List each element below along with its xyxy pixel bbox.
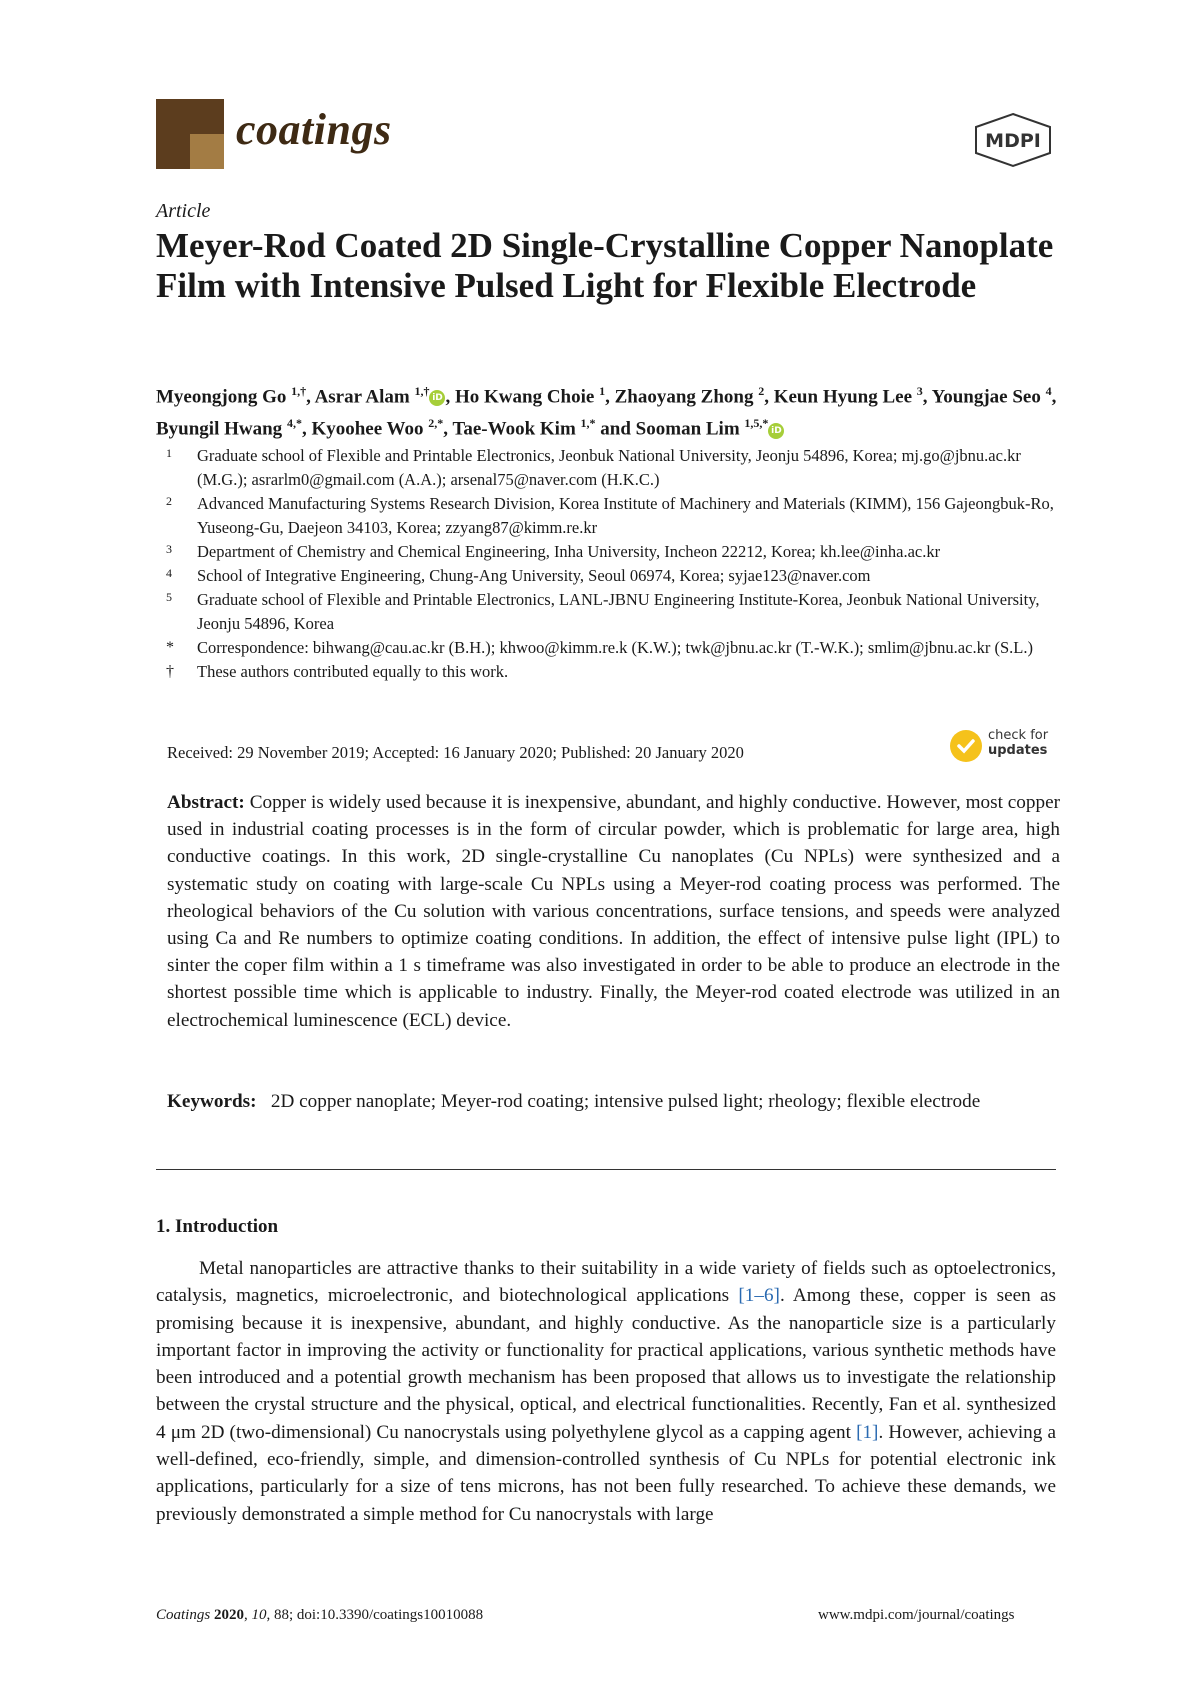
journal-name: coatings <box>236 105 392 154</box>
introduction-paragraph: Metal nanoparticles are attractive thanks to their suitability in a wide variety of fields such as optoelectronics, catalysis, magnetics, microelectronic, and biotechnological applications [1–6]. Among these, copper is seen as promising because it is inexpensive, abundant, and highly conductive. As the nanoparticle size is a particularly important factor in improving the activity or functionality for practical applications, various synthetic methods have been introduced and a potential growth mechanism has been proposed that allows us to investigate the relationship between the crystal structure and the physical, optical, and electrical functionalities. Recently, Fan et al. synthesized 4 μm 2D (two-dimensional) Cu nanocrystals using polyethylene glycol as a capping agent [1]. However, achieving a well-defined, eco-friendly, simple, and dimension-controlled synthesis of Cu NPLs for potential electronic ink applications, particularly for a size of tens microns, has not been fully researched. To achieve these demands, we previously demonstrated a simple method for Cu nanocrystals with large <box>156 1258 1056 1525</box>
affiliation-item <box>156 564 1066 588</box>
affiliation-text: Correspondence: bihwang@cau.ac.kr (B.H.); khwoo@kimm.re.k (K.W.); twk@jbnu.ac.kr (T.-W.K.); smlim@jbnu.ac.kr (S.L.) <box>197 638 1033 657</box>
check-updates-line1: check for <box>988 728 1049 743</box>
abstract-label: Abstract: <box>167 792 245 813</box>
mdpi-logo <box>970 112 1056 168</box>
affiliation-marker: * <box>166 639 174 656</box>
affiliation-item <box>156 540 1066 564</box>
paper-title: Meyer-Rod Coated 2D Single-Crystalline Copper Nanoplate Film with Intensive Pulsed Light for Flexible Electrode <box>156 226 1054 305</box>
affiliations <box>156 444 1066 684</box>
check-icon <box>950 730 982 762</box>
author-affiliation-marker: 3 <box>916 384 923 398</box>
author-name: Asrar Alam <box>314 386 410 408</box>
keywords-label: Keywords: <box>167 1091 257 1112</box>
abstract <box>167 789 1060 1034</box>
affiliation-text: These authors contributed equally to this work. <box>197 662 509 681</box>
orcid-icon[interactable]: iD <box>429 390 445 406</box>
affiliation-marker: † <box>166 663 174 680</box>
affiliation-item <box>156 660 1066 684</box>
affiliation-text: Graduate school of Flexible and Printable Electronics, Jeonbuk National University, Jeonju 54896, Korea; mj.go@jbnu.ac.kr (M.G.); asrarlm0@gmail.com (A.A.); arsenal75@naver.com (H.K.C.) <box>197 446 1021 489</box>
author-affiliation-marker: 1,* <box>580 416 596 431</box>
affiliation-text: Department of Chemistry and Chemical Engineering, Inha University, Incheon 22212, Korea; kh.lee@inha.ac.kr <box>197 542 941 561</box>
author-name: Keun Hyung Lee <box>773 386 913 408</box>
affiliation-item <box>156 636 1066 660</box>
keywords <box>167 1088 1060 1115</box>
affiliation-item <box>156 588 1066 636</box>
affiliation-marker: 2 <box>166 494 172 508</box>
affiliation-marker: 1 <box>166 446 172 460</box>
author-list: Myeongjong Go $^{1,\dagger}$, Asrar Alam $^{1,\dagger}$iD , Ho Kwang Choie $^1$, Zhaoyang Zhong $^2$, Keun Hyung Lee $^3$, Youngjae Seo $^4$, Byungil Hwang $^{4,*}$, Kyoohee Woo $^{2,*}$, Tae-Wook Kim $^{1,*}$ and Sooman Lim $^{1,5,*}$iD <box>156 384 1057 440</box>
abstract-text: Copper is widely used because it is inexpensive, abundant, and highly conductive. However, most copper used in industrial coating processes is in the form of circular powder, which is problematic for large area, high conductive coatings. In this work, 2D single-crystalline Cu nanoplates (Cu NPLs) were synthesized and a systematic study on coating with large-scale Cu NPLs using a Meyer-rod coating process was performed. The rheological behaviors of the Cu solution with various concentrations, surface tensions, and speeds were analyzed using Ca and Re numbers to optimize coating conditions. In addition, the effect of intensive pulse light (IPL) to sinter the coper film within a 1 s timeframe was also investigated in order to be able to produce an electrode in the shortest possible time which is applicable to industry. Finally, the Meyer-rod coated electrode was utilized in an electrochemical luminescence (ECL) device. <box>167 792 1060 1031</box>
citation-link[interactable]: [1] <box>856 1421 879 1443</box>
orcid-icon[interactable]: iD <box>768 423 784 439</box>
keywords-text: 2D copper nanoplate; Meyer-rod coating; intensive pulsed light; rheology; flexible electrode <box>270 1091 981 1112</box>
affiliation-item <box>156 444 1066 492</box>
author-affiliation-marker: 2,* <box>428 416 444 431</box>
affiliation-marker: 3 <box>166 542 172 556</box>
author-affiliation-marker: 1,† <box>414 384 430 398</box>
affiliation-item <box>156 492 1066 540</box>
affiliation-marker: 5 <box>166 590 172 604</box>
author-affiliation-marker: 2 <box>758 384 765 398</box>
author-name: Tae-Wook Kim <box>452 418 576 440</box>
footer-citation: Coatings 2020, 10, 88; doi:10.3390/coatings10010088 <box>156 1607 484 1623</box>
author-name: Youngjae Seo <box>931 386 1041 408</box>
affiliation-text: School of Integrative Engineering, Chung-Ang University, Seoul 06974, Korea; syjae123@naver.com <box>197 566 871 585</box>
author-name: Myeongjong Go <box>156 386 287 408</box>
author-name: Byungil Hwang <box>156 418 283 440</box>
author-affiliation-marker: 1 <box>599 384 606 398</box>
author-affiliation-marker: 1,† <box>291 384 307 398</box>
check-updates-line2: updates <box>988 743 1048 758</box>
author-name: Zhaoyang Zhong <box>614 386 754 408</box>
affiliation-marker: 4 <box>166 566 172 580</box>
author-name: Sooman Lim <box>635 418 740 440</box>
citation-link[interactable]: [1–6] <box>738 1285 780 1307</box>
author-affiliation-marker: 4,* <box>286 416 302 431</box>
author-affiliation-marker: 4 <box>1045 384 1052 398</box>
affiliation-text: Graduate school of Flexible and Printable Electronics, LANL-JBNU Engineering Institute-Korea, Jeonbuk National University, Jeonju 54896, Korea <box>197 590 1040 633</box>
section-divider <box>156 1169 1056 1170</box>
author-name: Ho Kwang Choie <box>454 386 595 408</box>
article-type: Article <box>156 200 211 222</box>
section-heading: 1. Introduction <box>156 1216 279 1237</box>
journal-logo-mark <box>156 99 224 169</box>
mdpi-logo-text: MDPI <box>985 130 1041 152</box>
check-for-updates-badge[interactable] <box>950 728 1060 766</box>
affiliation-text: Advanced Manufacturing Systems Research Division, Korea Institute of Machinery and Materials (KIMM), 156 Gajeongbuk-Ro, Yuseong-Gu, Daejeon 34103, Korea; zzyang87@kimm.re.kr <box>197 494 1054 537</box>
publication-dates: Received: 29 November 2019; Accepted: 16 January 2020; Published: 20 January 2020 <box>167 743 744 762</box>
footer-url[interactable]: www.mdpi.com/journal/coatings <box>818 1607 1015 1623</box>
author-name: Kyoohee Woo <box>311 418 424 440</box>
author-affiliation-marker: 1,5,* <box>744 416 769 431</box>
